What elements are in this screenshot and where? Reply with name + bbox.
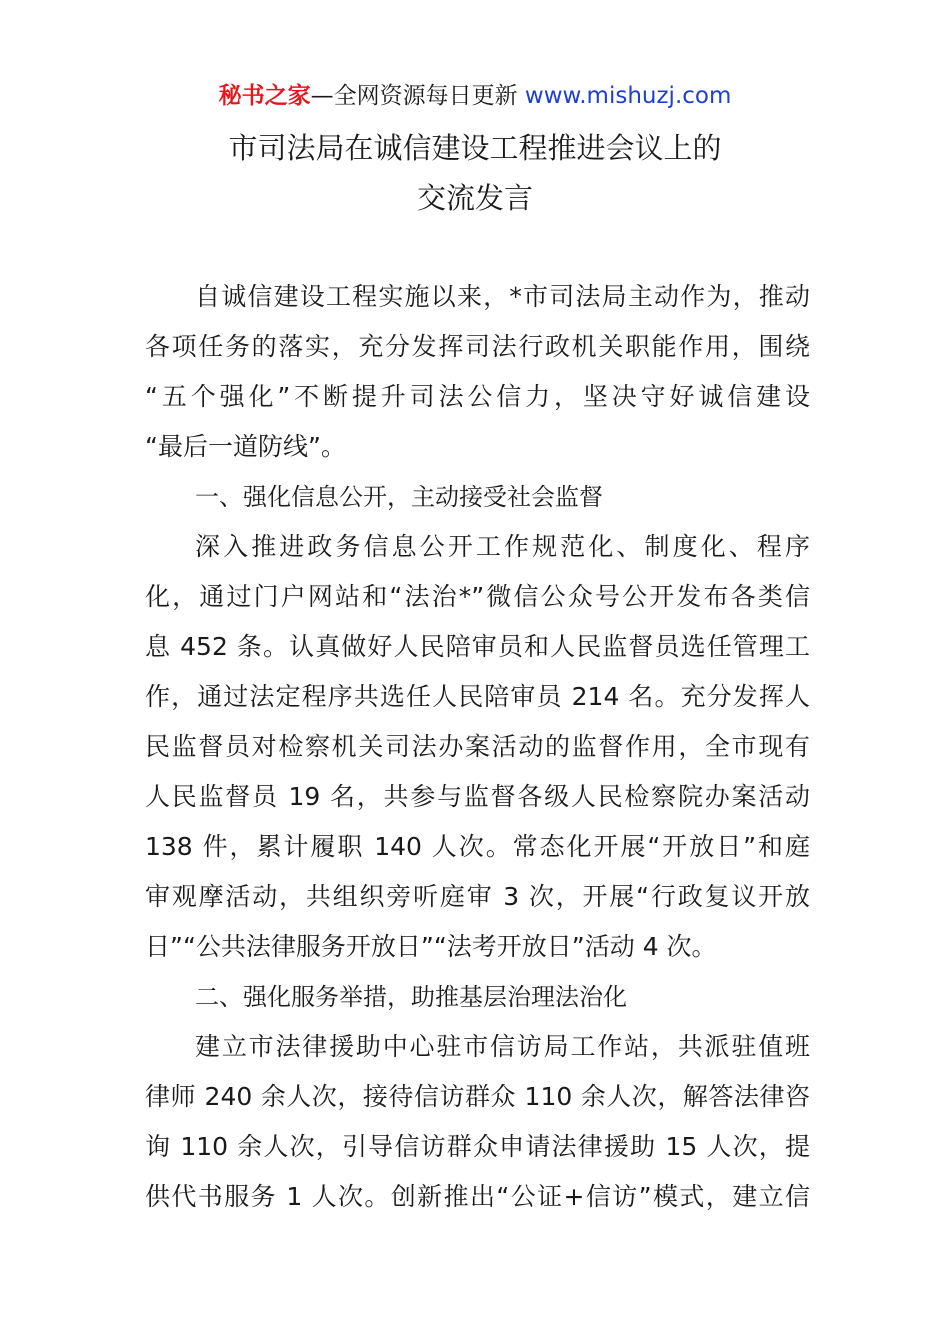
- intro-line: “五个强化”不断提升司法公信力，坚决守好诚信建设: [145, 382, 810, 411]
- section-1-line: 息 452 条。认真做好人民陪审员和人民监督员选任管理工: [145, 632, 810, 661]
- intro-line: “最后一道防线”。: [145, 432, 346, 461]
- document-title-line-2: 交流发言: [416, 181, 533, 215]
- header-tagline: —全网资源每日更新: [310, 83, 518, 109]
- brand-name: 秘书之家: [218, 83, 311, 109]
- section-1-line: 审观摩活动，共组织旁听庭审 3 次，开展“行政复议开放: [145, 882, 810, 911]
- section-1-line: 138 件，累计履职 140 人次。常态化开展“开放日”和庭: [145, 832, 810, 861]
- section-1-line: 日”“公共法律服务开放日”“法考开放日”活动 4 次。: [145, 932, 717, 961]
- section-2-line: 供代书服务 1 人次。创新推出“公证+信访”模式，建立信: [145, 1182, 810, 1211]
- intro-line: 自诚信建设工程实施以来，*市司法局主动作为，推动: [195, 282, 810, 311]
- section-2-line: 建立市法律援助中心驻市信访局工作站，共派驻值班: [195, 1032, 810, 1061]
- section-1-line: 人民监督员 19 名，共参与监督各级人民检察院办案活动: [145, 782, 810, 811]
- intro-line: 各项任务的落实，充分发挥司法行政机关职能作用，围绕: [145, 332, 810, 361]
- site-url-link[interactable]: www.mishuzj.com: [524, 83, 732, 109]
- section-1-line: 民监督员对检察机关司法办案活动的监督作用，全市现有: [145, 732, 810, 761]
- section-1-line: 深入推进政务信息公开工作规范化、制度化、程序: [195, 532, 810, 561]
- document-body: [145, 272, 810, 1222]
- section-1-line: 作，通过法定程序共选任人民陪审员 214 名。充分发挥人: [145, 682, 810, 711]
- section-1-line: 化，通过门户网站和“法治*”微信公众号公开发布各类信: [145, 582, 810, 611]
- section-2-line: 询 110 余人次，引导信访群众申请法律援助 15 人次，提: [145, 1132, 810, 1161]
- document-title-line-1: 市司法局在诚信建设工程推进会议上的: [228, 131, 722, 165]
- site-header: [0, 80, 950, 112]
- section-2-heading: 二、强化服务举措，助推基层治理法治化: [195, 983, 627, 1011]
- section-1-heading: 一、强化信息公开，主动接受社会监督: [195, 483, 603, 511]
- section-2-line: 律师 240 余人次，接待信访群众 110 余人次，解答法律咨: [145, 1082, 810, 1111]
